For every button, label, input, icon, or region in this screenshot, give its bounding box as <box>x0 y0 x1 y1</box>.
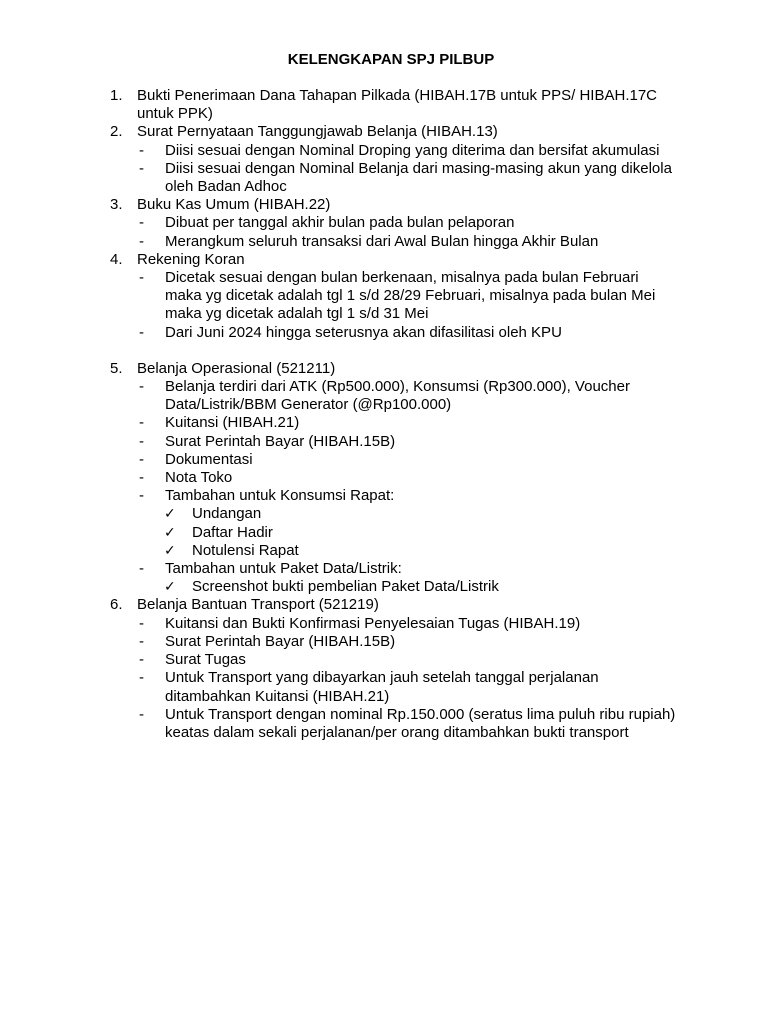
item-number: 6. <box>110 596 123 614</box>
sub-item-text: Dokumentasi <box>165 450 253 468</box>
sub-item <box>0 560 677 578</box>
sub-item <box>0 214 677 232</box>
dash-bullet: - <box>139 487 144 505</box>
sub-item-text: Tambahan untuk Paket Data/Listrik: <box>165 560 402 578</box>
dash-bullet: - <box>139 669 144 687</box>
list-item <box>0 251 677 269</box>
sub-item <box>0 269 677 324</box>
sub-item <box>0 160 677 196</box>
sub-item <box>0 378 677 414</box>
sub-item <box>0 433 677 451</box>
sub-item-text: Untuk Transport dengan nominal Rp.150.000 (seratus lima puluh ribu rupiah) keatas dalam sekali perjalanan/per orang ditambahkan bukti transport <box>165 705 676 741</box>
dash-bullet: - <box>139 632 144 650</box>
check-item <box>0 524 682 542</box>
sub-item <box>0 233 677 251</box>
dash-bullet: - <box>139 560 144 578</box>
item-number: 1. <box>110 87 123 104</box>
dash-bullet: - <box>139 450 144 468</box>
sub-item-text: Belanja terdiri dari ATK (Rp500.000), Konsumsi (Rp300.000), Voucher Data/Listrik/BBM Generator (@Rp100.000) <box>165 378 630 414</box>
item-text: Belanja Operasional (521211) <box>137 359 336 377</box>
dash-bullet: - <box>139 651 144 669</box>
checkmark-icon: ✓ <box>164 506 176 523</box>
dash-bullet: - <box>139 323 144 341</box>
sub-item-text: Nota Toko <box>165 469 233 487</box>
sub-item <box>0 324 677 342</box>
dash-bullet: - <box>139 214 144 232</box>
sub-item-text: Surat Tugas <box>165 651 246 669</box>
check-item-text: Daftar Hadir <box>192 523 273 541</box>
sub-item-text: Tambahan untuk Konsumsi Rapat: <box>165 487 395 505</box>
list-item <box>0 360 677 378</box>
sub-item <box>0 651 677 669</box>
list-item <box>0 87 677 123</box>
sub-item-text: Untuk Transport yang dibayarkan jauh setelah tanggal perjalanan ditambahkan Kuitansi (HIBAH.21) <box>165 669 599 705</box>
dash-bullet: - <box>139 269 144 287</box>
item-text: Bukti Penerimaan Dana Tahapan Pilkada (HIBAH.17B untuk PPS/ HIBAH.17C untuk PPK) <box>137 87 658 123</box>
check-item <box>0 542 682 560</box>
item-text: Belanja Bantuan Transport (521219) <box>137 596 379 614</box>
dash-bullet: - <box>139 378 144 396</box>
sub-item-text: Diisi sesuai dengan Nominal Belanja dari masing-masing akun yang dikelola oleh Badan Adhoc <box>165 159 672 196</box>
dash-bullet: - <box>139 232 144 250</box>
checkmark-icon: ✓ <box>164 542 176 559</box>
list-item <box>0 196 677 214</box>
sub-item-text: Merangkum seluruh transaksi dari Awal Bulan hingga Akhir Bulan <box>165 232 599 250</box>
dash-bullet: - <box>139 705 144 723</box>
dash-bullet: - <box>139 414 144 432</box>
dash-bullet: - <box>139 141 144 159</box>
sub-item-text: Diisi sesuai dengan Nominal Droping yang diterima dan bersifat akumulasi <box>165 141 660 159</box>
item-text: Surat Pernyataan Tanggungjawab Belanja (HIBAH.13) <box>137 123 498 141</box>
list-item <box>0 596 677 614</box>
sub-item-text: Kuitansi (HIBAH.21) <box>165 414 300 432</box>
list-item <box>0 123 677 141</box>
check-item <box>0 505 682 523</box>
sub-item <box>0 487 677 505</box>
sub-item <box>0 142 677 160</box>
dash-bullet: - <box>139 614 144 632</box>
check-item-text: Notulensi Rapat <box>192 541 299 559</box>
sub-item-text: Dibuat per tanggal akhir bulan pada bulan pelaporan <box>165 214 515 232</box>
sub-item <box>0 633 677 651</box>
checkmark-icon: ✓ <box>164 524 176 541</box>
sub-item-text: Surat Perintah Bayar (HIBAH.15B) <box>165 432 396 450</box>
item-text: Buku Kas Umum (HIBAH.22) <box>137 196 331 214</box>
sub-item <box>0 451 677 469</box>
sub-item <box>0 615 677 633</box>
sub-item-text: Kuitansi dan Bukti Konfirmasi Penyelesaian Tugas (HIBAH.19) <box>165 614 581 632</box>
item-number: 2. <box>110 123 123 141</box>
item-number: 4. <box>110 250 123 268</box>
requirements-list <box>0 87 768 742</box>
check-item <box>0 578 682 596</box>
sub-item <box>0 669 677 705</box>
dash-bullet: - <box>139 159 144 177</box>
item-text: Rekening Koran <box>137 250 245 268</box>
item-number: 5. <box>110 359 123 377</box>
sub-item <box>0 414 677 432</box>
sub-item-text: Surat Perintah Bayar (HIBAH.15B) <box>165 632 396 650</box>
sub-item <box>0 706 677 742</box>
check-item-text: Undangan <box>192 505 262 523</box>
sub-item <box>0 469 677 487</box>
page-title: KELENGKAPAN SPJ PILBUP <box>287 51 495 68</box>
check-item-text: Screenshot bukti pembelian Paket Data/Listrik <box>192 578 499 596</box>
dash-bullet: - <box>139 432 144 450</box>
sub-item-text: Dicetak sesuai dengan bulan berkenaan, misalnya pada bulan Februari maka yg dicetak adalah tgl 1 s/d 28/29 Februari, misalnya pada bulan Mei maka yg dicetak adalah tgl 1 s/d 31 Mei <box>165 269 656 323</box>
sub-item-text: Dari Juni 2024 hingga seterusnya akan difasilitasi oleh KPU <box>165 323 562 341</box>
item-number: 3. <box>110 196 123 214</box>
dash-bullet: - <box>139 469 144 487</box>
checkmark-icon: ✓ <box>164 579 176 596</box>
